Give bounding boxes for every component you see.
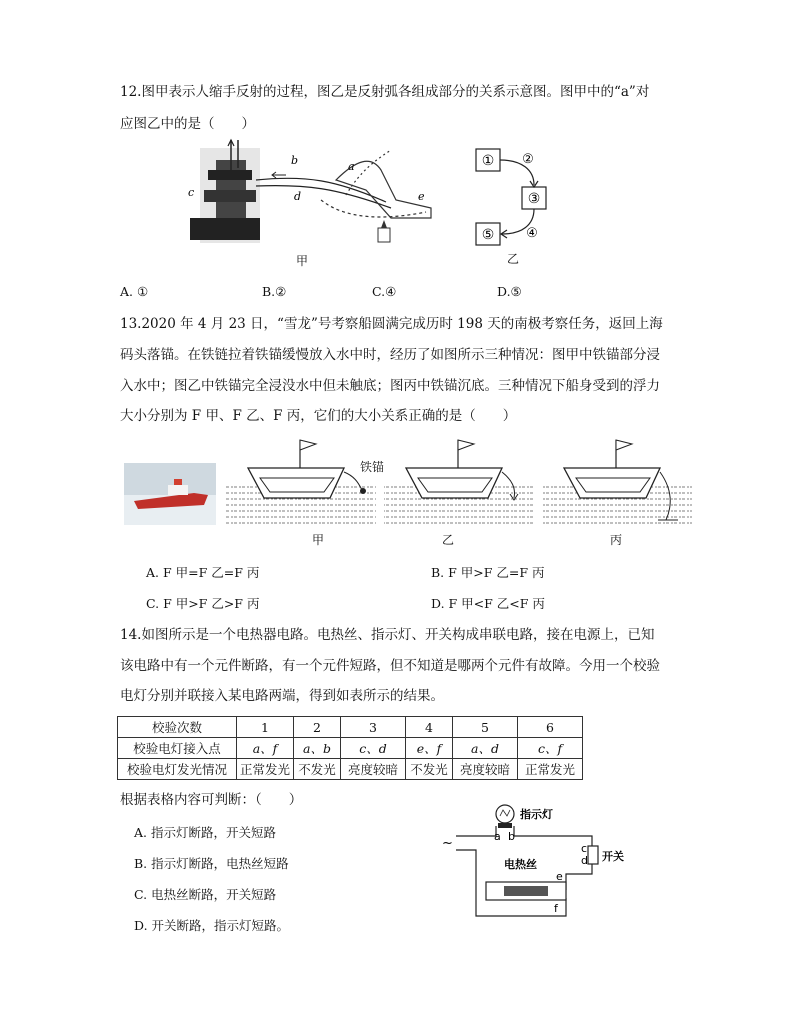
q14-option-c[interactable]: C. 电热丝断路，开关短路 <box>134 887 277 902</box>
table-cell: 1 <box>237 717 294 738</box>
q12-figure-jia-caption: 甲 <box>296 254 309 268</box>
q13-stem-line3: 入水中；图乙中铁锚完全浸没水中但未触底；图丙中铁锚沉底。三种情况下船身受到的浮力 <box>120 378 660 394</box>
q14-circuit-diagram <box>436 798 624 920</box>
table-header-count: 校验次数 <box>118 717 237 738</box>
q13-option-b[interactable]: B. F 甲>F 乙=F 丙 <box>431 565 545 580</box>
q14-option-a[interactable]: A. 指示灯断路，开关短路 <box>134 825 276 840</box>
table-cell: a、f <box>237 738 294 759</box>
q12-option-d[interactable]: D.⑤ <box>497 284 522 299</box>
fig-jia-label-a: a <box>348 160 355 173</box>
q14-prompt: 根据表格内容可判断：（ ） <box>120 792 303 808</box>
q13-option-c[interactable]: C. F 甲>F 乙>F 丙 <box>146 596 260 611</box>
circuit-point-d: d <box>581 854 588 867</box>
table-cell: 2 <box>294 717 341 738</box>
fig-jia-label-e: e <box>418 190 425 203</box>
table-cell: 亮度较暗 <box>341 759 406 780</box>
circuit-point-b: b <box>508 830 515 843</box>
table-cell: a、d <box>453 738 518 759</box>
circuit-point-e: e <box>556 870 563 883</box>
q14-results-table <box>117 716 583 780</box>
q13-figure-ships <box>226 436 692 528</box>
q12-figure-yi <box>470 145 580 255</box>
q12-option-a[interactable]: A. ① <box>120 284 149 299</box>
fig-yi-node-4: ④ <box>526 226 538 241</box>
q12-option-b[interactable]: B.② <box>262 284 287 299</box>
fig-yi-node-2: ② <box>522 152 534 167</box>
fig-yi-node-1: ① <box>481 153 495 169</box>
table-cell: a、b <box>294 738 341 759</box>
table-cell: c、f <box>518 738 583 759</box>
q14-stem-line1: 14.如图所示是一个电热器电路。电热丝、指示灯、开关构成串联电路，接在电源上，已知 <box>120 627 655 643</box>
table-row <box>118 738 583 759</box>
table-header-points: 校验电灯接入点 <box>118 738 237 759</box>
table-header-result: 校验电灯发光情况 <box>118 759 237 780</box>
circuit-point-c: c <box>581 842 588 855</box>
fig-yi-node-3: ③ <box>527 191 541 207</box>
table-cell: 正常发光 <box>518 759 583 780</box>
q13-option-d[interactable]: D. F 甲<F 乙<F 丙 <box>431 596 545 611</box>
fig-jia-label-d: d <box>294 190 302 203</box>
table-cell: 6 <box>518 717 583 738</box>
table-cell: 不发光 <box>294 759 341 780</box>
q14-option-b[interactable]: B. 指示灯断路，电热丝短路 <box>134 856 289 871</box>
q12-figure-jia <box>186 140 436 265</box>
circuit-heater-label: 电热丝 <box>504 858 537 871</box>
table-cell: e、f <box>406 738 453 759</box>
q13-stem-line1: 13.2020 年 4 月 23 日，“雪龙”号考察船圆满完成历时 198 天的南极考察任务，返回上海 <box>120 316 663 332</box>
q13-anchor-label: 铁锚 <box>360 460 385 474</box>
table-cell: 不发光 <box>406 759 453 780</box>
q12-figure-yi-caption: 乙 <box>507 252 520 266</box>
q14-stem-line2: 该电路中有一个元件断路，有一个元件短路，但不知道是哪两个元件有故障。今用一个校验 <box>120 658 660 674</box>
table-cell: c、d <box>341 738 406 759</box>
circuit-source-symbol: ~ <box>442 836 453 851</box>
circuit-point-a: a <box>494 830 501 843</box>
table-cell: 5 <box>453 717 518 738</box>
table-row <box>118 717 583 738</box>
q14-option-d[interactable]: D. 开关断路，指示灯短路。 <box>134 918 290 933</box>
q13-ship-photo <box>124 463 216 525</box>
q13-option-a[interactable]: A. F 甲=F 乙=F 丙 <box>146 565 260 580</box>
fig-jia-label-b: b <box>291 154 299 167</box>
fig-yi-node-5: ⑤ <box>481 227 495 243</box>
q13-stem-line2: 码头落锚。在铁链拉着铁锚缓慢放入水中时，经历了如图所示三种情况：图甲中铁锚部分浸 <box>120 347 660 363</box>
q12-stem-line2: 应图乙中的是（ ） <box>120 116 255 132</box>
circuit-switch-label: 开关 <box>602 850 624 863</box>
q13-caption-bing: 丙 <box>610 533 623 547</box>
q13-caption-yi: 乙 <box>442 533 455 547</box>
circuit-point-f: f <box>554 902 558 915</box>
table-cell: 亮度较暗 <box>453 759 518 780</box>
circuit-lamp-label: 指示灯 <box>520 808 553 821</box>
q12-option-c[interactable]: C.④ <box>372 284 397 299</box>
q13-stem-line4: 大小分别为 F 甲、F 乙、F 丙，它们的大小关系正确的是（ ） <box>120 408 517 424</box>
q13-caption-jia: 甲 <box>312 533 325 547</box>
fig-jia-label-c: c <box>188 186 195 199</box>
table-cell: 3 <box>341 717 406 738</box>
table-row <box>118 759 583 780</box>
q12-stem-line1: 12.图甲表示人缩手反射的过程，图乙是反射弧各组成部分的关系示意图。图甲中的“a”对 <box>120 84 650 100</box>
table-cell: 4 <box>406 717 453 738</box>
table-cell: 正常发光 <box>237 759 294 780</box>
q14-stem-line3: 电灯分别并联接入某电路两端，得到如表所示的结果。 <box>120 688 444 704</box>
